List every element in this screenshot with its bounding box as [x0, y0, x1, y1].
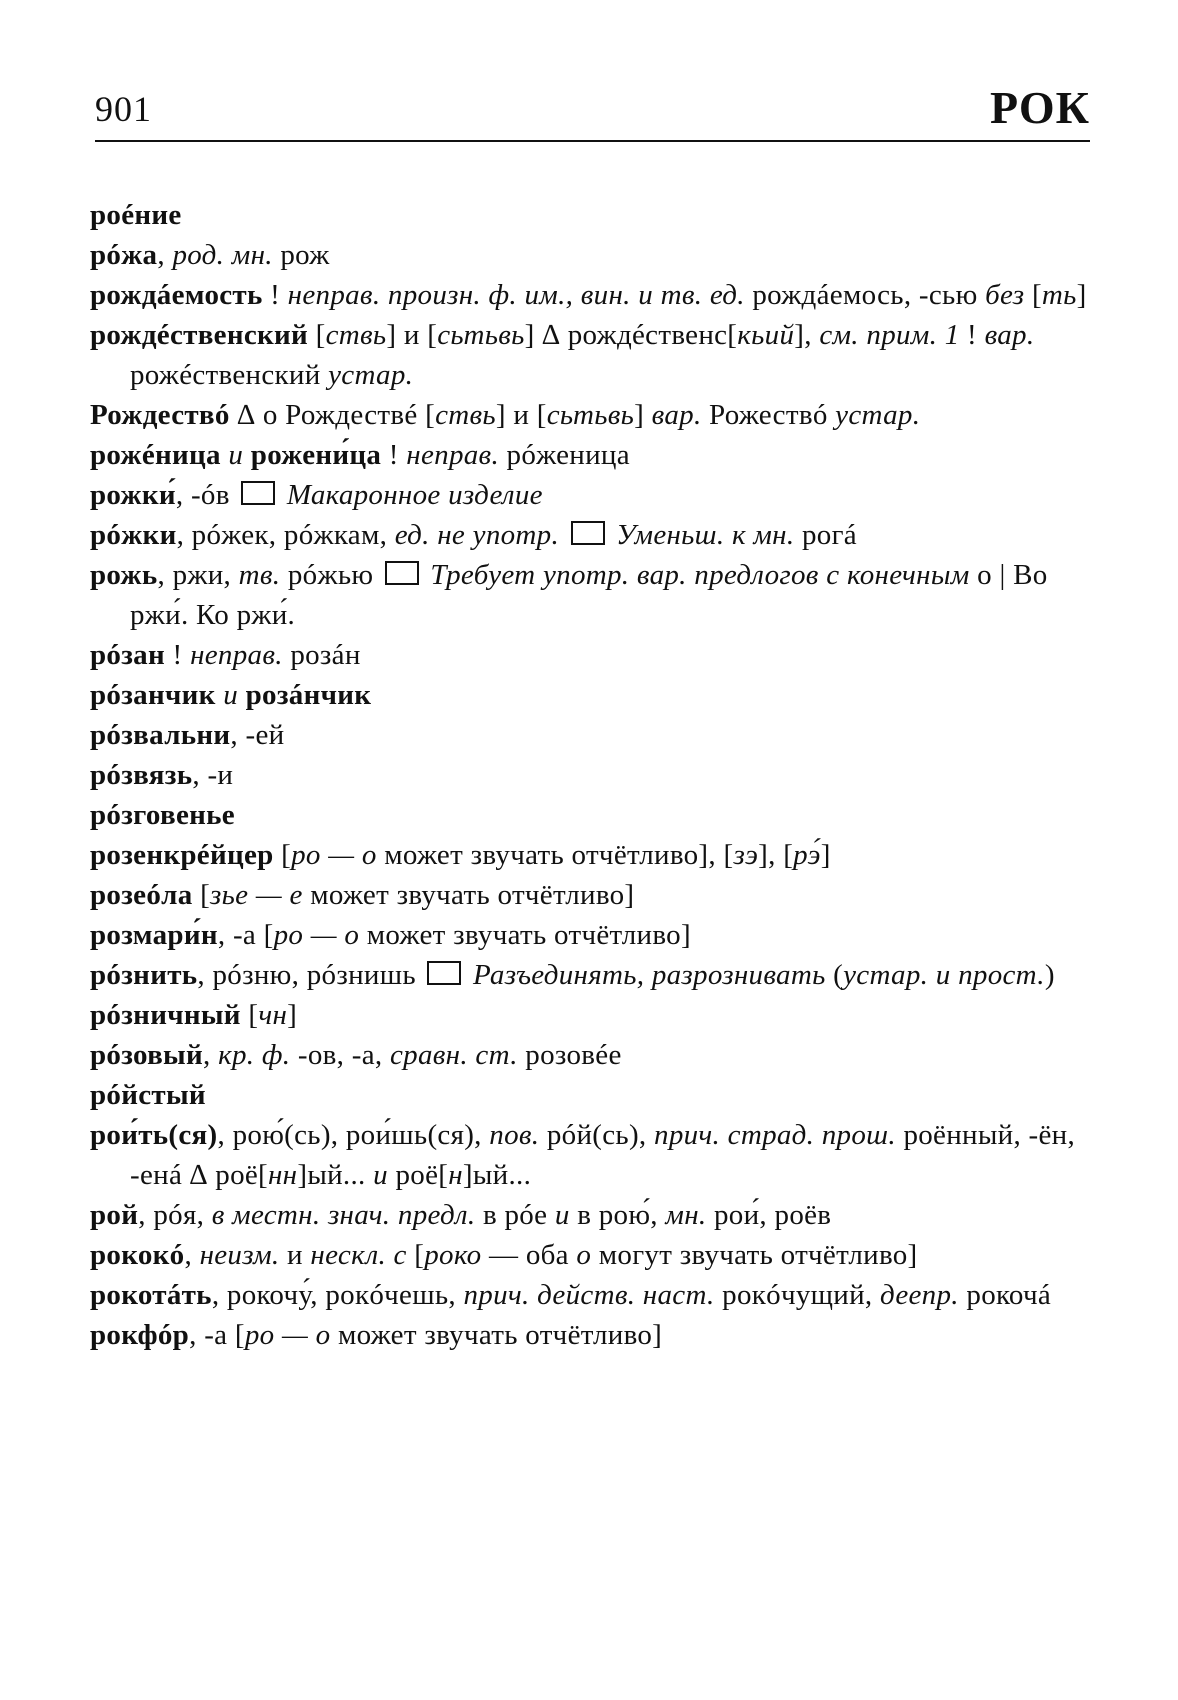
- entry-text: рожéственский: [130, 359, 329, 391]
- italic-note: нескл. с: [310, 1239, 407, 1271]
- italic-note: устар.: [835, 399, 921, 431]
- italic-note: ро — о: [273, 919, 360, 951]
- entry-text: рокóчущий,: [714, 1279, 881, 1311]
- italic-note: кьий: [737, 319, 795, 351]
- definition-box-icon: [427, 961, 461, 985]
- definition-box-icon: [571, 521, 605, 545]
- entry-text: могут звучать отчётливо]: [591, 1239, 918, 1271]
- dictionary-entry: [90, 235, 1090, 275]
- entry-text: ,: [157, 239, 173, 271]
- dictionary-entry: [90, 1315, 1090, 1355]
- entry-text: !: [262, 279, 288, 311]
- headword: рóжки: [90, 519, 177, 551]
- entry-text: , -ей: [230, 719, 285, 751]
- entry-text: Рожествó: [701, 399, 836, 431]
- entry-text: ], [: [758, 839, 794, 871]
- entry-text: в рою́,: [569, 1199, 666, 1231]
- entry-text: может звучать отчётливо]: [359, 919, 691, 951]
- italic-note: ро — о: [244, 1319, 331, 1351]
- page-number: 901: [95, 89, 152, 129]
- entry-text: [: [308, 319, 326, 351]
- italic-note: и: [373, 1159, 388, 1191]
- entry-text: розáн: [282, 639, 361, 671]
- dictionary-entry: [90, 475, 1090, 515]
- entry-text: [465, 959, 473, 991]
- italic-note: о: [576, 1239, 592, 1271]
- entry-text: [: [240, 999, 259, 1031]
- dictionary-entry: [90, 915, 1090, 955]
- dictionary-entry: [90, 515, 1090, 555]
- entry-text: ]: [634, 399, 652, 431]
- headword: рождáемость: [90, 279, 263, 311]
- entry-text: [243, 439, 251, 471]
- entry-text: ,: [203, 1039, 219, 1071]
- italic-note: устар.: [328, 359, 414, 391]
- dictionary-entry: [90, 275, 1090, 315]
- italic-note: род. мн.: [172, 239, 273, 271]
- entry-text: может звучать отчётливо]: [330, 1319, 663, 1351]
- italic-note: см. прим. 1: [819, 319, 960, 351]
- dictionary-entry: [90, 675, 1090, 715]
- dictionary-entry: [90, 1275, 1090, 1315]
- entry-text: !: [959, 319, 985, 351]
- italic-note: и: [554, 1199, 570, 1231]
- entry-text: может звучать отчётливо], [: [376, 839, 734, 871]
- dictionary-entry: [90, 195, 1090, 235]
- entry-text: роё[: [387, 1159, 449, 1191]
- entry-text: [238, 679, 246, 711]
- entry-text: ): [1044, 959, 1055, 991]
- italic-note: сравн. ст.: [389, 1039, 518, 1071]
- entry-text: ]ый...: [462, 1159, 532, 1191]
- entry-text: -ов, -а,: [290, 1039, 390, 1071]
- entry-text: [: [192, 879, 211, 911]
- entry-text: ]: [820, 839, 831, 871]
- headword: розеóла: [90, 879, 193, 911]
- dictionary-entry: [90, 875, 1090, 915]
- italic-note: Макаронное изделие: [286, 479, 543, 511]
- headword: рóзничный: [90, 999, 241, 1031]
- entry-text: ]: [1076, 279, 1087, 311]
- headword: рокфóр: [90, 1319, 190, 1351]
- italic-note: деепр.: [880, 1279, 959, 1311]
- dictionary-entry: [90, 1035, 1090, 1075]
- headword: рожки́: [90, 479, 176, 511]
- italic-note: ствь: [435, 399, 496, 431]
- entry-text: ] и [: [386, 319, 438, 351]
- entry-text: может звучать отчётливо]: [302, 879, 635, 911]
- italic-note: неизм.: [199, 1239, 280, 1271]
- headword: рококó: [90, 1239, 185, 1271]
- entry-text: , рóзню, рóзнишь: [197, 959, 424, 991]
- italic-note: неправ. произн. ф. им., вин. и тв. ед.: [287, 279, 745, 311]
- dictionary-entry: [90, 955, 1090, 995]
- dictionary-entry: [90, 1235, 1090, 1275]
- dictionary-entry: [90, 755, 1090, 795]
- entry-text: в рóе: [475, 1199, 555, 1231]
- headword: рождéственский: [90, 319, 309, 351]
- entry-text: , -а [: [189, 1319, 245, 1351]
- headword: Рождествó: [90, 399, 230, 431]
- italic-note: Требует употр. вар. предлогов с конечным: [430, 559, 970, 591]
- entry-text: [609, 519, 617, 551]
- entry-text: , рóжек, рóжкам,: [176, 519, 395, 551]
- headword: розенкрéйцер: [90, 839, 274, 871]
- italic-note: чн: [258, 999, 288, 1031]
- dictionary-entry: [90, 315, 1090, 395]
- entry-text: ,: [184, 1239, 200, 1271]
- italic-note: ед. не употр.: [394, 519, 560, 551]
- italic-note: Разъединять, разрознивать: [473, 959, 826, 991]
- italic-note: неправ.: [406, 439, 499, 471]
- italic-note: прич. страд. прош.: [654, 1119, 896, 1151]
- entry-text: рóжью: [280, 559, 381, 591]
- entry-text: ∆ о Рождествé [: [229, 399, 436, 431]
- dictionary-entry: [90, 555, 1090, 635]
- italic-note: Уменьш. к мн.: [616, 519, 795, 551]
- entry-text: [559, 519, 567, 551]
- running-head: РОК: [990, 82, 1090, 133]
- entry-text: рóй(сь),: [539, 1119, 655, 1151]
- entry-text: , рокочу́, рокóчешь,: [211, 1279, 464, 1311]
- entry-text: ] и [: [495, 399, 547, 431]
- italic-note: зэ: [733, 839, 759, 871]
- italic-note: вар.: [651, 399, 702, 431]
- entry-text: — оба: [481, 1239, 577, 1271]
- entry-text: (: [825, 959, 844, 991]
- dictionary-entry: [90, 835, 1090, 875]
- dictionary-entry: [90, 995, 1090, 1035]
- headword: рой: [90, 1199, 139, 1231]
- entry-text: !: [381, 439, 407, 471]
- italic-note: сьтьвь: [437, 319, 525, 351]
- headword: рóйстый: [90, 1079, 206, 1111]
- dictionary-entry: [90, 435, 1090, 475]
- entry-text: и: [279, 1239, 311, 1271]
- italic-note: ро — о: [291, 839, 377, 871]
- page-header: [95, 78, 1090, 142]
- dictionary-entry: [90, 715, 1090, 755]
- dictionary-entry: [90, 795, 1090, 835]
- entry-text: рож: [272, 239, 330, 271]
- italic-note: и: [228, 439, 244, 471]
- dictionary-entry: [90, 1195, 1090, 1235]
- headword: рожь: [90, 559, 158, 591]
- italic-note: тв.: [238, 559, 281, 591]
- entry-text: о | Во ржи́. Ко ржи́.: [130, 559, 1048, 631]
- italic-note: роко: [424, 1239, 482, 1271]
- entry-text: [: [406, 1239, 425, 1271]
- entry-text: [279, 479, 287, 511]
- entry-text: ],: [794, 319, 820, 351]
- entry-text: , рою́(сь), рои́шь(ся),: [217, 1119, 490, 1151]
- dictionary-entries: [90, 195, 1090, 1355]
- entry-text: , -и: [192, 759, 234, 791]
- dictionary-entry: [90, 1075, 1090, 1115]
- entry-text: , -óв: [175, 479, 238, 511]
- italic-note: нн: [268, 1159, 298, 1191]
- italic-note: и: [223, 679, 239, 711]
- entry-text: рóженица: [499, 439, 630, 471]
- entry-text: рои́, роёв: [706, 1199, 832, 1231]
- entry-text: рокочá: [958, 1279, 1052, 1311]
- headword: розáнчик: [245, 679, 372, 711]
- dictionary-entry: [90, 1115, 1090, 1195]
- headword: рожéница: [90, 439, 221, 471]
- headword: роéние: [90, 199, 182, 231]
- entry-text: [: [273, 839, 292, 871]
- headword: рóзан: [90, 639, 165, 671]
- headword: рóзанчик: [90, 679, 216, 711]
- italic-note: сьтьвь: [546, 399, 635, 431]
- entry-text: рождáемось, -сью: [744, 279, 986, 311]
- entry-text: ]ый...: [297, 1159, 374, 1191]
- entry-text: розовéе: [517, 1039, 622, 1071]
- italic-note: ть: [1041, 279, 1077, 311]
- italic-note: кр. ф.: [218, 1039, 291, 1071]
- headword: розмари́н: [90, 919, 218, 951]
- entry-text: рогá: [794, 519, 857, 551]
- entry-text: , -а [: [217, 919, 274, 951]
- headword: рои́ть(ся): [90, 1119, 218, 1151]
- italic-note: вар.: [984, 319, 1035, 351]
- entry-text: , рóя,: [138, 1199, 212, 1231]
- italic-note: устар. и прост.: [843, 959, 1045, 991]
- italic-note: зье — е: [210, 879, 303, 911]
- italic-note: ствь: [325, 319, 387, 351]
- italic-note: рэ́: [793, 839, 821, 871]
- headword: рóзвальни: [90, 719, 231, 751]
- headword: рóзовый: [90, 1039, 204, 1071]
- definition-box-icon: [241, 481, 275, 505]
- dictionary-entry: [90, 635, 1090, 675]
- dictionary-entry: [90, 395, 1090, 435]
- entry-text: [: [1024, 279, 1042, 311]
- entry-text: роённый, -ён, -енá ∆ роё[: [130, 1119, 1076, 1191]
- italic-note: н: [448, 1159, 463, 1191]
- headword: рожени́ца: [250, 439, 382, 471]
- entry-text: !: [165, 639, 191, 671]
- definition-box-icon: [385, 561, 419, 585]
- italic-note: без: [985, 279, 1025, 311]
- headword: рокотáть: [90, 1279, 212, 1311]
- entry-text: , ржи,: [157, 559, 239, 591]
- headword: рóзнить: [90, 959, 198, 991]
- italic-note: в местн. знач. предл.: [211, 1199, 476, 1231]
- italic-note: неправ.: [190, 639, 283, 671]
- italic-note: мн.: [665, 1199, 707, 1231]
- headword: рóзвязь: [90, 759, 193, 791]
- entry-text: ]: [287, 999, 298, 1031]
- italic-note: прич. действ. наст.: [463, 1279, 715, 1311]
- headword: рóжа: [90, 239, 158, 271]
- headword: рóзговенье: [90, 799, 235, 831]
- italic-note: пов.: [489, 1119, 540, 1151]
- entry-text: ] ∆ рождéственс[: [524, 319, 738, 351]
